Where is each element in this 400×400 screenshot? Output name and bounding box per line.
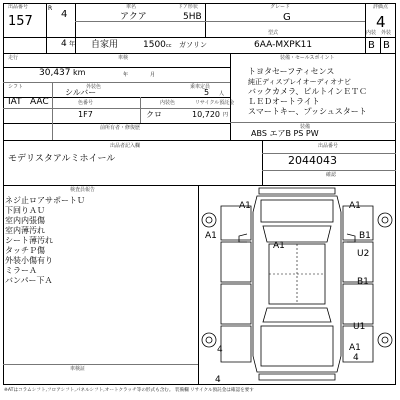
- left-front-door: [221, 242, 251, 282]
- year-bottom: 4: [61, 39, 67, 49]
- usage: 自家用: [91, 40, 119, 50]
- windshield: [263, 226, 331, 242]
- inspection-label: 車検: [118, 55, 129, 61]
- car-name-label: 車名: [126, 4, 137, 10]
- notes-label: 出品者記入欄: [110, 143, 141, 149]
- damage-mark: U2: [357, 249, 370, 259]
- inspector-item: 外装小傷有り: [5, 256, 53, 265]
- shift-label: シフト: [8, 84, 24, 90]
- inspector-notes: [5, 196, 195, 286]
- left-rear-fender: [221, 326, 251, 362]
- inspection-month: 月: [150, 72, 156, 78]
- mileage-unit: km: [73, 68, 86, 77]
- reg-number-label: 出品番号: [318, 143, 339, 149]
- equipment-item: ＬＥＤオートライト: [248, 97, 320, 106]
- lot-number: 157: [8, 14, 33, 29]
- year-top: 4: [61, 9, 68, 20]
- inspector-item: ミラーＡ: [5, 266, 37, 275]
- inspector-item: 室内薄汚れ: [5, 226, 45, 235]
- inspector-item: 室内内張傷: [5, 216, 45, 225]
- doors-label: ドア形状: [178, 4, 198, 10]
- hood-panel: [261, 200, 333, 222]
- rear-window: [263, 308, 331, 322]
- inspector-item: ネジ止ロアサポートＵ: [5, 196, 85, 205]
- damage-diagram: [199, 186, 395, 384]
- r-mark: R: [48, 5, 53, 12]
- inspector-item: バンパー下Ａ: [5, 276, 53, 285]
- left-mirror: [239, 234, 247, 242]
- damage-mark: A1: [349, 343, 361, 353]
- equipment-item: トヨタセーフティセンス: [248, 67, 335, 76]
- options-label: 装備: [300, 124, 311, 130]
- equipment-item: スマートキー、プッシュスタート: [248, 107, 367, 116]
- equipment-label: 装備・セールスポイント: [280, 55, 335, 61]
- trim-color: クロ: [146, 110, 162, 119]
- inspector-item: シート薄汚れ: [5, 236, 53, 245]
- trim-label: 内装色: [160, 100, 176, 106]
- equipment-item: バックカメラ、ビルトインＥＴＣ: [248, 87, 367, 96]
- damage-mark: U1: [353, 322, 366, 332]
- exterior-grade: B: [383, 40, 390, 51]
- model-code: 6AA-MXPK11: [254, 40, 313, 50]
- inspection-year: 年: [123, 72, 129, 78]
- equipment-list: [248, 67, 394, 117]
- score-label: 評価点: [373, 4, 389, 10]
- inspector-item: タッチＰ傷: [5, 246, 45, 255]
- grade-label: グレード: [270, 4, 291, 10]
- damage-mark: B1: [357, 277, 369, 287]
- year-unit: 年: [69, 41, 76, 48]
- grade: G: [283, 12, 291, 23]
- color-number: 1F7: [78, 110, 93, 119]
- wheel-front-right: [378, 213, 392, 227]
- recycle-label: リサイクル預託金: [195, 100, 235, 106]
- mileage-value: 30,437: [39, 68, 71, 78]
- equipment-item: 純正ディスプレイオーディオナビ: [248, 78, 352, 86]
- car-name: アクア: [120, 12, 147, 22]
- front-bumper: [259, 188, 335, 194]
- shift-type: IAT: [8, 97, 22, 107]
- displacement-unit: cc: [166, 43, 172, 49]
- lot-label: 出品番号: [8, 4, 29, 10]
- right-front-door: [343, 242, 373, 282]
- damage-mark: A1: [205, 231, 217, 241]
- options-value: ABS エアB PS PW: [251, 129, 319, 138]
- score: 4: [376, 13, 386, 31]
- right-mirror: [347, 234, 355, 242]
- wheel-rear-right: [378, 333, 392, 347]
- color-no-label: 色番号: [78, 100, 94, 106]
- inspector-item: 下回りＡＵ: [5, 206, 45, 215]
- history-label: 前所有者・修復歴: [100, 125, 141, 131]
- aircon-type: AAC: [30, 97, 49, 107]
- interior-grade: B: [368, 40, 375, 51]
- left-rear-door: [221, 284, 251, 324]
- wheel-rear-left: [202, 333, 216, 347]
- damage-mark: 4: [353, 353, 359, 363]
- recycle-fee: 10,720: [192, 110, 220, 119]
- damage-mark: 4: [217, 345, 223, 355]
- recycle-unit: 円: [223, 112, 229, 118]
- damage-mark: A1: [273, 241, 285, 251]
- displacement: 1500: [143, 40, 166, 50]
- reg-number: 2044043: [288, 154, 337, 167]
- damage-mark: A1: [349, 201, 361, 211]
- model-label: 型式: [268, 30, 279, 36]
- rear-bumper: [259, 374, 335, 380]
- color-label: 外装色: [86, 84, 102, 90]
- registration-label: 車検証: [70, 366, 86, 372]
- right-rear-door: [343, 284, 373, 324]
- trunk-panel: [261, 326, 333, 366]
- left-front-fender: [221, 206, 251, 240]
- notes-text: モデリスタアルミホイール: [8, 154, 116, 164]
- inspector-label: 検査員報告: [70, 187, 96, 193]
- color-value: シルバー: [65, 88, 97, 97]
- exterior-label: 外装: [381, 30, 392, 36]
- body-type: 5HB: [183, 12, 202, 22]
- seats-unit: 人: [219, 91, 225, 97]
- damage-mark: B1: [359, 231, 371, 241]
- sign-label: 確認: [326, 172, 337, 178]
- wheel-front-left: [202, 213, 216, 227]
- interior-label: 内装: [366, 30, 377, 36]
- fuel: ガソリン: [179, 41, 207, 49]
- footer-note: ※ATはコラムシフト,フロアシフト,パネルシフト,オートクラッチ等の形式も含む。 装備欄 リサイクル預託金は確認を要す: [4, 388, 254, 393]
- damage-mark: 4: [215, 375, 221, 384]
- damage-mark: A1: [239, 201, 251, 211]
- mileage-label: 走行: [8, 55, 19, 61]
- seats-value: 5: [204, 88, 210, 97]
- seats-label: 乗車定員: [190, 84, 211, 90]
